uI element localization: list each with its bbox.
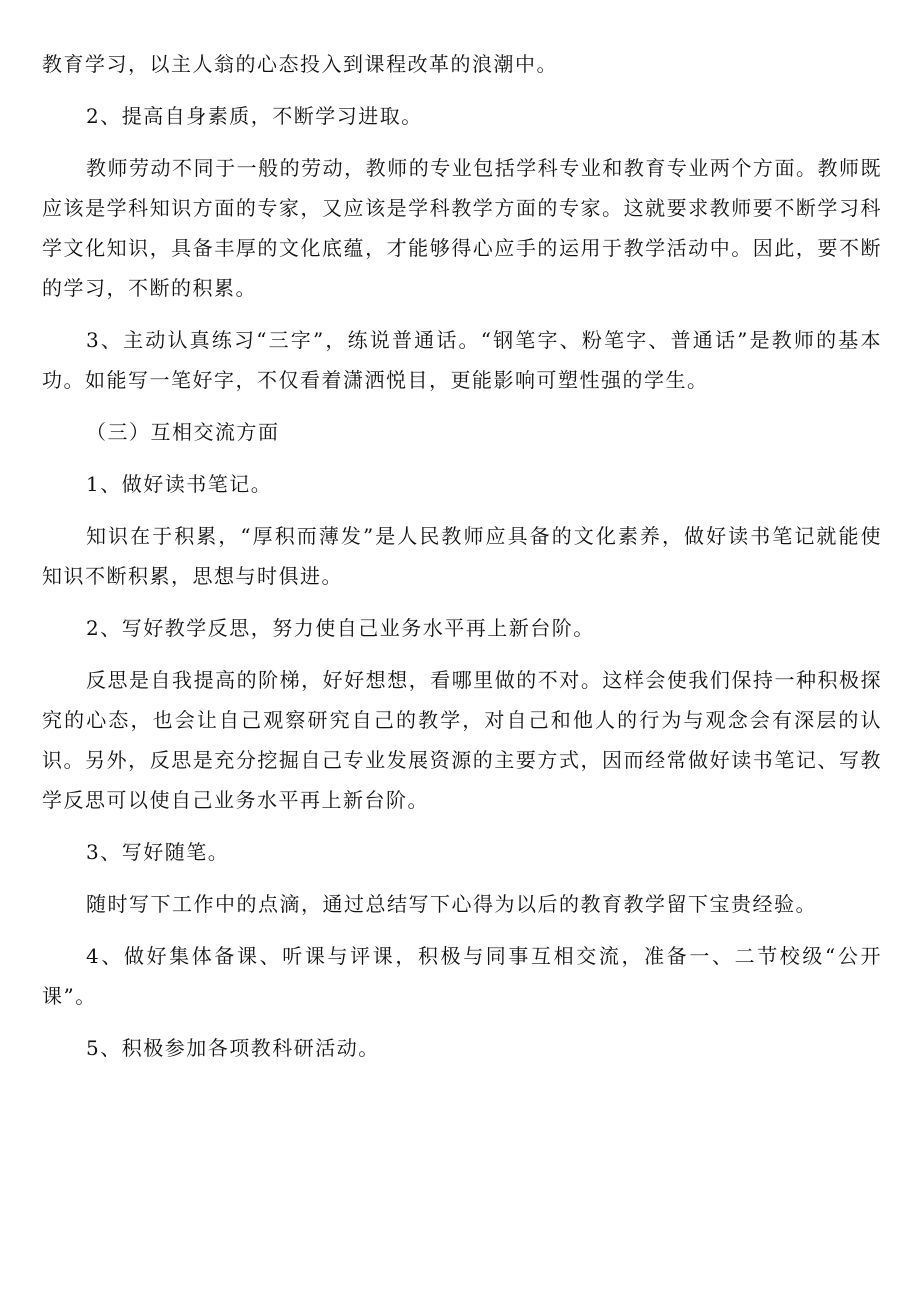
paragraph-10: 3、写好随笔。 [86, 840, 230, 864]
paragraph-12: 4、做好集体备课、听课与评课，积极与同事互相交流，准备一、二节校级“公开课”。 [42, 944, 882, 1008]
paragraph-7: 知识在于积累，“厚积而薄发”是人民教师应具备的文化素养，做好读书笔记就能使知识不断积累，思想与时俱进。 [42, 524, 882, 588]
section-heading: （三）互相交流方面 [86, 420, 280, 444]
paragraph-2: 2、提高自身素质，不断学习进取。 [86, 104, 423, 128]
paragraph-8: 2、写好教学反思，努力使自己业务水平再上新台阶。 [86, 616, 595, 640]
paragraph-6: 1、做好读书笔记。 [86, 472, 273, 496]
document-page [42, 44, 882, 1068]
paragraph-3: 教师劳动不同于一般的劳动，教师的专业包括学科专业和教育专业两个方面。教师既应该是学科知识方面的专家，又应该是学科教学方面的专家。这就要求教师要不断学习科学文化知识，具备丰厚的文化底蕴，才能够得心应手的运用于教学活动中。因此，要不断的学习，不断的积累。 [42, 156, 882, 300]
paragraph-4: 3、主动认真练习“三字”，练说普通话。“钢笔字、粉笔字、普通话”是教师的基本功。如能写一笔好字，不仅看着潇洒悦目，更能影响可塑性强的学生。 [42, 328, 882, 392]
paragraph-13: 5、积极参加各项教科研活动。 [86, 1036, 380, 1060]
paragraph-11: 随时写下工作中的点滴，通过总结写下心得为以后的教育教学留下宝贵经验。 [86, 892, 817, 916]
paragraph-9: 反思是自我提高的阶梯，好好想想，看哪里做的不对。这样会使我们保持一种积极探究的心态，也会让自己观察研究自己的教学，对自己和他人的行为与观念会有深层的认识。另外，反思是充分挖掘自己专业发展资源的主要方式，因而经常做好读书笔记、写教学反思可以使自己业务水平再上新台阶。 [42, 668, 882, 812]
paragraph-1: 教育学习，以主人翁的心态投入到课程改革的浪潮中。 [42, 52, 558, 76]
